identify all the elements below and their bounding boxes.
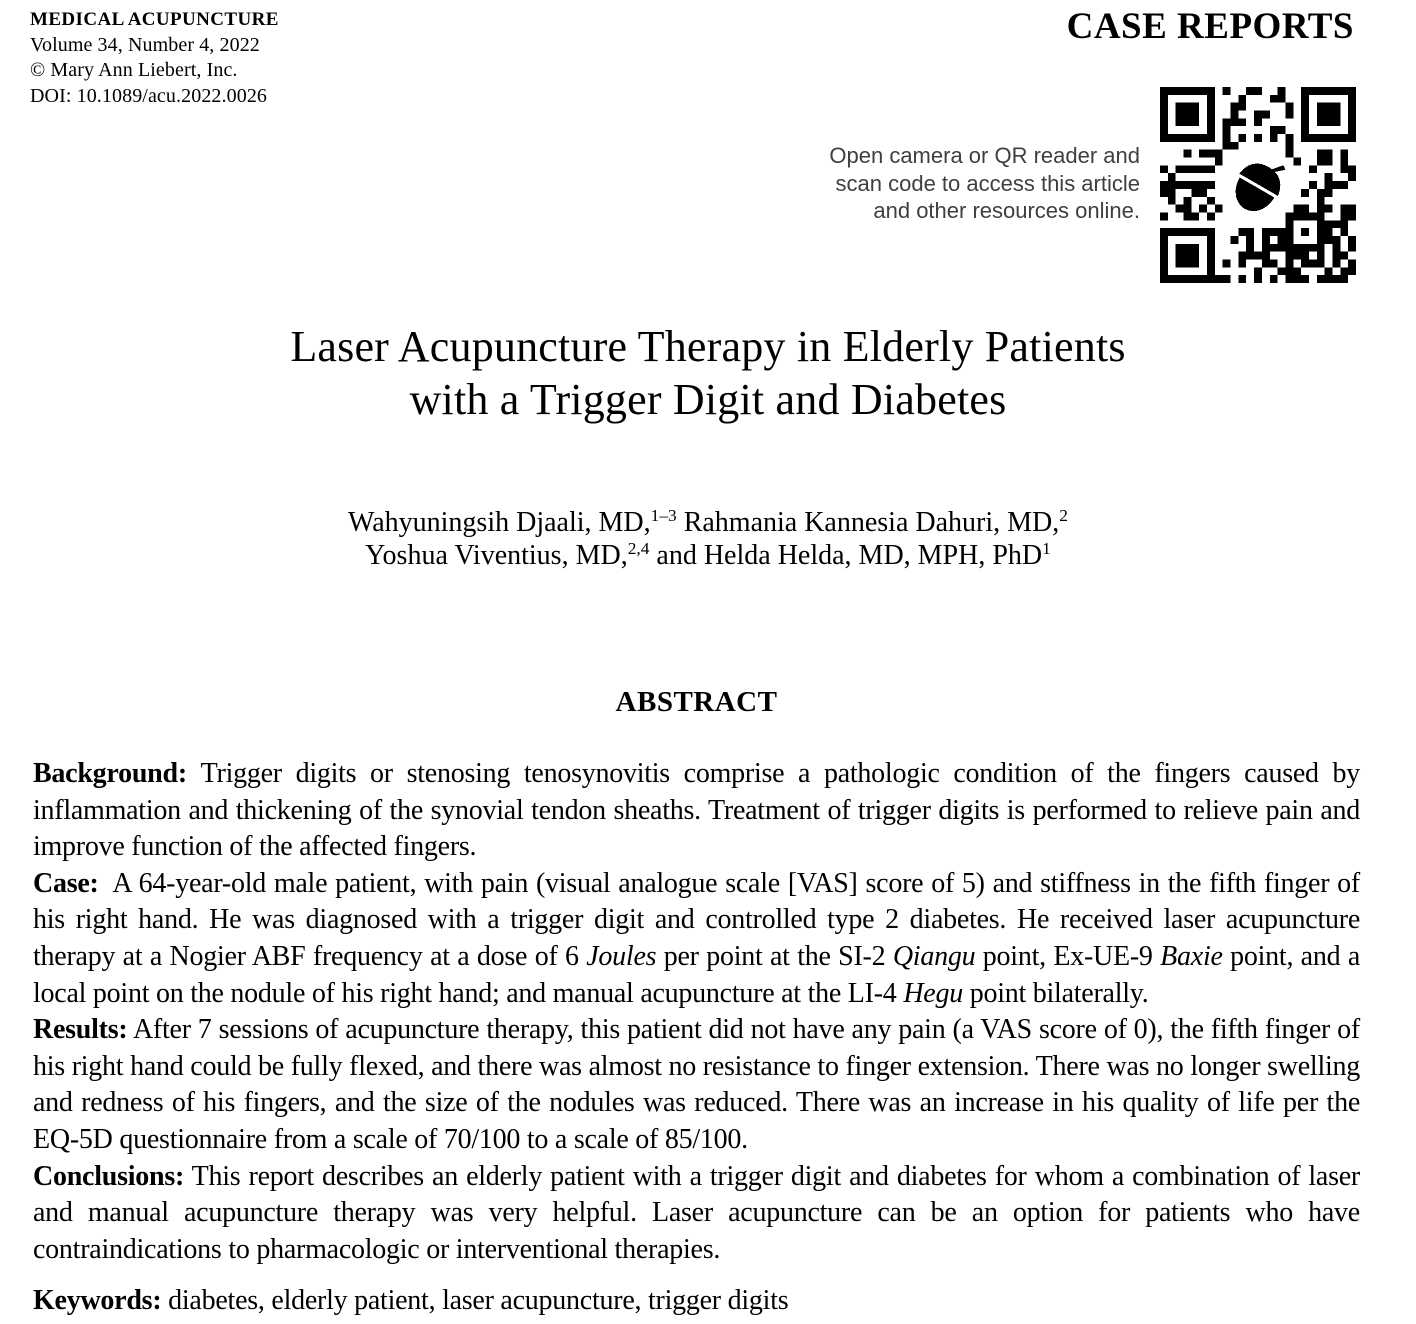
journal-name: MEDICAL ACUPUNCTURE: [30, 9, 279, 30]
journal-doi-line: DOI: 10.1089/acu.2022.0026: [30, 84, 268, 107]
abstract-paragraph-case: Case: A 64-year-old male patient, with pain (visual analogue scale [VAS] score of 5) and stiffness in the fifth finger of his right hand. He was diagnosed with a trigger digit and controlled type 2 diabetes. He received laser acupuncture therapy at a Nogier ABF frequency at a dose of 6 Joules per point at the SI-2 Qiangu point, Ex-UE-9 Baxie point, and a local point on the nodule of his right hand; and manual acupuncture at the LI-4 Hegu point bilaterally.: [33, 867, 1361, 1009]
article-title: [0, 320, 1416, 426]
qr-instructions: [720, 142, 1140, 225]
author-byline: [0, 506, 1416, 572]
abstract-paragraph-results: Results: After 7 sessions of acupuncture therapy, this patient did not have any pain (a VAS score of 0), the fifth finger of his right hand could be fully flexed, and there was almost no resistance to finger extension. There was no longer swelling and redness of his fingers, and the size of the nodules was reduced. There was an increase in his quality of life per the EQ-5D questionnaire from a scale of 70/100 to a scale of 85/100.: [33, 1014, 1360, 1155]
author-line: Wahyuningsih Djaali, MD,$^{1-3}$ Rahmania Kannesia Dahuri, MD,$^2$: [348, 506, 1068, 538]
abstract-body: [33, 756, 1360, 1268]
article-title-line: with a Trigger Digit and Diabetes: [409, 375, 1007, 424]
abstract-paragraph-conclusions: Conclusions: This report describes an elderly patient with a trigger digit and diabetes for whom a combination of laser and manual acupuncture therapy was very helpful. Laser acupuncture can be an option for patients who have contraindications to pharmacologic or interventional therapies.: [33, 1160, 1360, 1265]
journal-copyright-line: © Mary Ann Liebert, Inc.: [30, 59, 238, 81]
author-line: Yoshua Viventius, MD,$^{2,4}$ and Helda Helda, MD, MPH, PhD$^1$: [365, 539, 1051, 571]
keywords-line: Keywords: diabetes, elderly patient, laser acupuncture, trigger digits: [33, 1285, 789, 1316]
qr-code: [1160, 86, 1356, 284]
qr-instruction-line: scan code to access this article: [835, 170, 1140, 196]
article-title-line: Laser Acupuncture Therapy in Elderly Patients: [290, 322, 1126, 371]
qr-instruction-line: Open camera or QR reader and: [829, 143, 1140, 168]
qr-instruction-line: and other resources online.: [873, 198, 1140, 223]
abstract-paragraph-background: Background: Trigger digits or stenosing tenosynovitis comprise a pathologic condition of the fingers caused by inflammation and thickening of the synovial tendon sheaths. Treatment of trigger digits is performed to relieve pain and improve function of the affected fingers.: [33, 758, 1360, 863]
journal-masthead: [30, 7, 279, 109]
journal-volume-line: Volume 34, Number 4, 2022: [30, 33, 260, 56]
section-banner: CASE REPORTS: [1066, 6, 1354, 47]
abstract-heading: ABSTRACT: [615, 686, 778, 718]
